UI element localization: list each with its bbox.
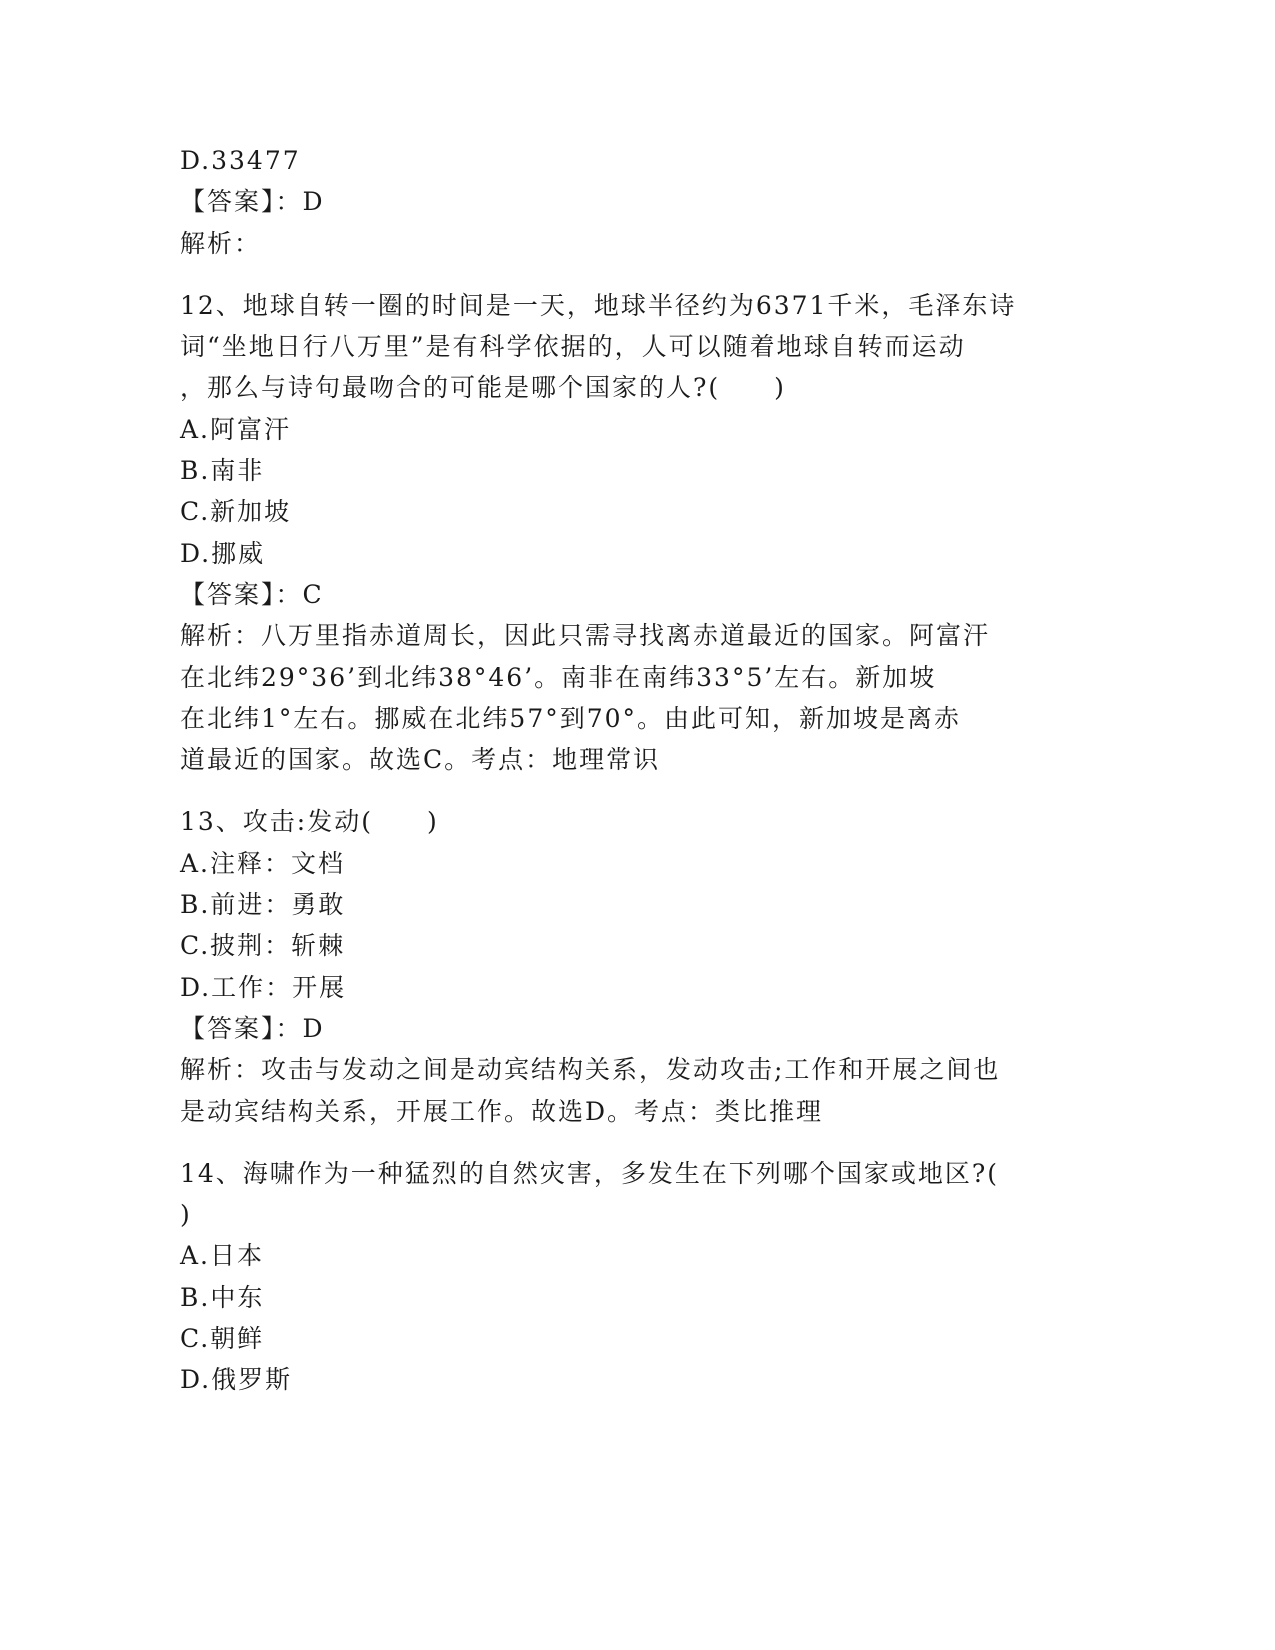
- option-b: B.中东: [180, 1282, 265, 1312]
- option-d: D.俄罗斯: [180, 1365, 293, 1395]
- question-stem: ): [180, 1200, 192, 1230]
- question-stem: 12、地球自转一圈的时间是一天，地球半径约为6371千米，毛泽东诗: [180, 290, 1017, 320]
- question-stem: 词“坐地日行八万里”是有科学依据的，人可以随着地球自转而运动: [180, 332, 966, 362]
- analysis-line: 在北纬29°36’到北纬38°46’。南非在南纬33°5’左右。新加坡: [180, 662, 937, 692]
- option-a: A.注释：文档: [180, 848, 346, 878]
- option-b: B.前进：勇敢: [180, 890, 346, 920]
- analysis-line: 道最近的国家。故选C。考点：地理常识: [180, 745, 661, 775]
- analysis-line: 在北纬1°左右。挪威在北纬57°到70°。由此可知，新加坡是离赤: [180, 703, 962, 733]
- answer-line: 【答案】：D: [180, 187, 325, 217]
- question-13: [180, 801, 1080, 1131]
- question-12: [180, 285, 1080, 781]
- analysis-line: 解析：: [180, 228, 262, 258]
- analysis-line: 解析：攻击与发动之间是动宾结构关系，发动攻击;工作和开展之间也: [180, 1055, 1001, 1085]
- analysis-line: 解析：八万里指赤道周长，因此只需寻找离赤道最近的国家。阿富汗: [180, 621, 991, 651]
- answer-line: 【答案】：D: [180, 1013, 325, 1043]
- option-c: C.披荆：斩棘: [180, 931, 346, 961]
- question-stem: 14、海啸作为一种猛烈的自然灾害，多发生在下列哪个国家或地区?(: [180, 1158, 999, 1188]
- answer-line: 【答案】：C: [180, 579, 324, 609]
- question-stem: ，那么与诗句最吻合的可能是哪个国家的人?( ): [180, 373, 786, 403]
- option-b: B.南非: [180, 456, 265, 486]
- question-11-tail: [180, 140, 1080, 264]
- question-stem: 13、攻击:发动( ): [180, 807, 439, 837]
- option-d: D.33477: [180, 146, 301, 175]
- option-d: D.工作：开展: [180, 972, 347, 1002]
- option-c: C.新加坡: [180, 497, 292, 527]
- option-a: A.日本: [180, 1241, 265, 1271]
- question-14: [180, 1153, 1080, 1401]
- analysis-line: 是动宾结构关系，开展工作。故选D。考点：类比推理: [180, 1096, 824, 1126]
- document-page: [180, 140, 1080, 1401]
- option-a: A.阿富汗: [180, 414, 292, 444]
- option-c: C.朝鲜: [180, 1324, 265, 1354]
- option-d: D.挪威: [180, 538, 266, 568]
